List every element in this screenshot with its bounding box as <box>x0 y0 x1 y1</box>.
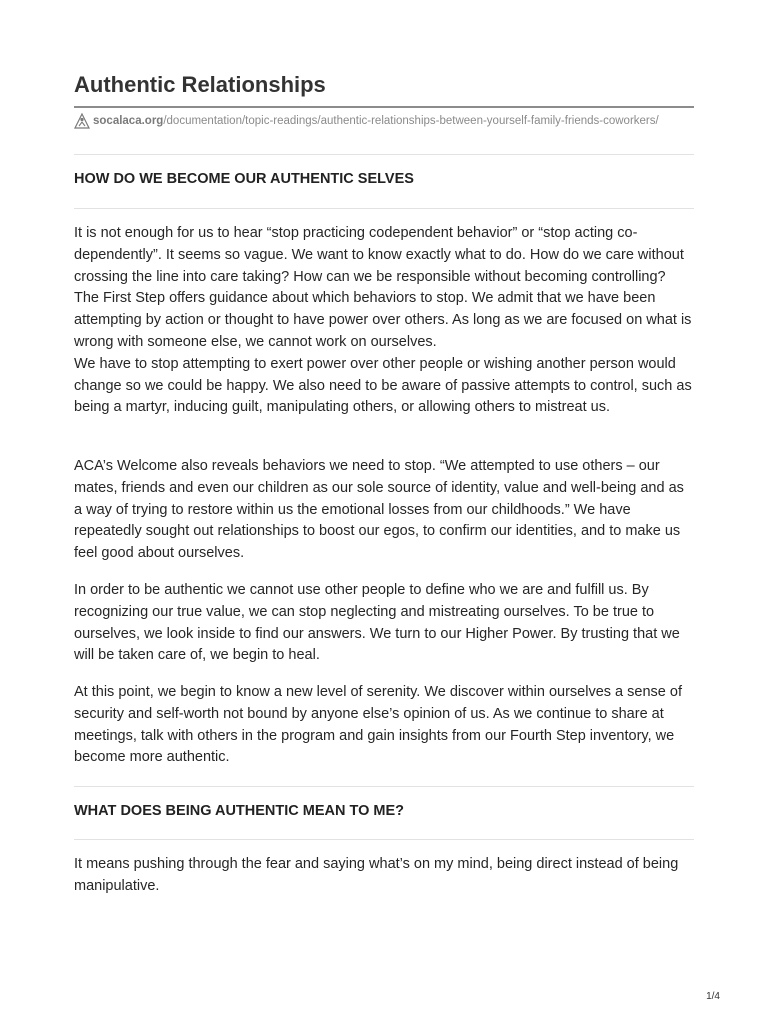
paragraph <box>74 456 694 565</box>
paragraph-line: ACA’s Welcome also reveals behaviors we need to stop. “We attempted to use others – our mates, friends and even our children as our sole source of identity, value and well-being and as a way of trying to restore within us the emotional losses from our childhoods.” We have repeatedly sought out relationships to boost our egos, to confirm our identities, and to make us feel good about ourselves. <box>74 458 684 562</box>
paragraph-line: It means pushing through the fear and saying what’s on my mind, being direct instead of being manipulative. <box>74 856 679 894</box>
paragraph <box>74 682 694 769</box>
source-domain[interactable]: socalaca.org <box>93 115 164 127</box>
section-divider <box>74 154 694 155</box>
source-path[interactable]: /documentation/topic-readings/authentic-relationships-between-yourself-family-friends-coworkers/ <box>163 115 659 127</box>
paragraph-line: In order to be authentic we cannot use other people to define who we are and fulfill us. By recognizing our true value, we can stop neglecting and mistreating ourselves. To be true to ourselves, we look inside to find our answers. We turn to our Higher Power. By trusting that we will be taken care of, we begin to heal. <box>74 582 680 664</box>
paragraph-line: We have to stop attempting to exert power over other people or wishing another person would change so we could be happy. We also need to be aware of passive attempts to control, such as being a martyr, inducing guilt, manipulating others, or allowing others to mistreat us. <box>74 355 692 416</box>
paragraph <box>74 223 694 419</box>
paragraph <box>74 854 694 898</box>
paragraph-line: At this point, we begin to know a new level of serenity. We discover within ourselves a sense of security and self-worth not bound by anyone else’s opinion of us. As we continue to share at meetings, talk with others in the program and gain insights from our Fourth Step inventory, we become more authentic. <box>74 684 682 766</box>
page-number: 1/4 <box>706 991 720 1002</box>
section-divider <box>74 786 694 787</box>
section-heading-authentic-selves: HOW DO WE BECOME OUR AUTHENTIC SELVES <box>74 171 414 187</box>
page-title: Authentic Relationships <box>74 72 326 97</box>
site-logo-icon <box>74 113 90 129</box>
section-heading-authentic-meaning: WHAT DOES BEING AUTHENTIC MEAN TO ME? <box>74 803 405 819</box>
section-divider <box>74 839 694 840</box>
paragraph <box>74 580 694 667</box>
paragraph-line: It is not enough for us to hear “stop practicing codependent behavior” or “stop acting co-dependently”. It seems so vague. We want to know exactly what to do. How do we care without crossing the line into care taking? How can we be responsible without becoming controlling? The First Step offers guidance about which behaviors to stop. We admit that we have been attempting by action or thought to have power over others. As long as we are focused on what is wrong with someone else, we cannot work on ourselves. <box>74 225 692 350</box>
source-url[interactable] <box>74 113 659 129</box>
title-divider <box>74 106 694 108</box>
section-divider <box>74 208 694 209</box>
